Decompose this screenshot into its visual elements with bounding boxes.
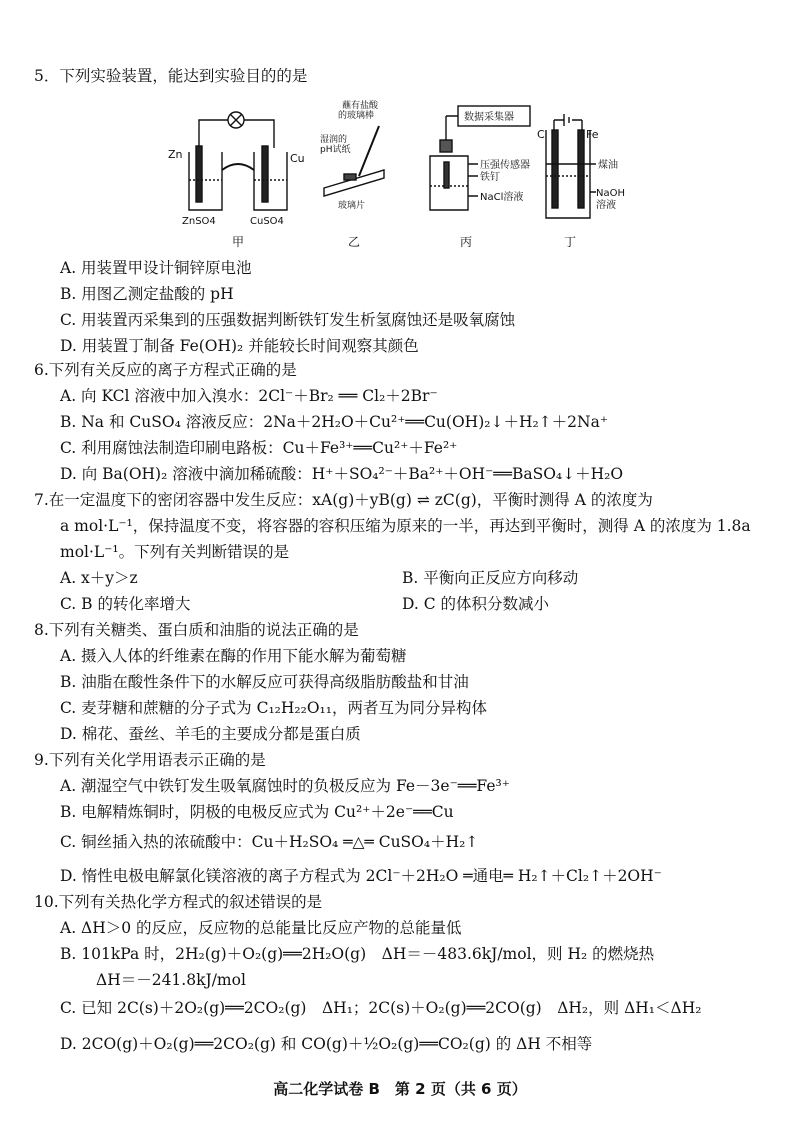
q7-stem-line-2: a mol·L⁻¹，保持温度不变，将容器的容积压缩为原来的一半，再达到平衡时，测得 A 的浓度为 1.8a — [60, 517, 751, 535]
q8-option-b: B. 油脂在酸性条件下的水解反应可获得高级脂肪酸盐和甘油 — [60, 673, 469, 691]
q7-option-c: C. B 的转化率增大 — [60, 595, 191, 613]
yi-paper-label-1: 湿润的 — [320, 135, 348, 145]
yi-paper-label-2: pH试纸 — [320, 145, 351, 155]
ding-fe-label: Fe — [586, 128, 599, 141]
q5-option-c: C. 用装置丙采集到的压强数据判断铁钉发生析氢腐蚀还是吸氧腐蚀 — [60, 311, 516, 329]
jia-znso4-label: ZnSO4 — [182, 216, 216, 227]
q9-option-b: B. 电解精炼铜时，阴极的电极反应式为 Cu²⁺＋2e⁻══Cu — [60, 803, 454, 821]
apparatus-jia — [189, 112, 287, 210]
q9-stem: 9.下列有关化学用语表示正确的是 — [34, 751, 266, 769]
ding-caption: 丁 — [564, 235, 577, 249]
ding-oil-label: 煤油 — [598, 160, 618, 171]
jia-cuso4-label: CuSO4 — [250, 216, 284, 227]
yi-rod-label-2: 的玻璃棒 — [338, 111, 375, 121]
q10-option-a: A. ΔH＞0 的反应，反应物的总能量比反应产物的总能量低 — [60, 919, 462, 937]
q5-stem: 5．下列实验装置，能达到实验目的的是 — [34, 67, 308, 85]
page-footer: 高二化学试卷 B 第 2 页（共 6 页） — [273, 1080, 527, 1098]
q10-stem: 10.下列有关热化学方程式的叙述错误的是 — [34, 893, 323, 911]
bing-nail-label: 铁钉 — [480, 172, 500, 183]
q8-option-d: D. 棉花、蚕丝、羊毛的主要成分都是蛋白质 — [60, 725, 361, 743]
q9-option-a: A. 潮湿空气中铁钉发生吸氧腐蚀时的负极反应为 Fe－3e⁻══Fe³⁺ — [60, 777, 510, 795]
q8-stem: 8.下列有关糖类、蛋白质和油脂的说法正确的是 — [34, 621, 359, 639]
yi-rod-label-1: 蘸有盐酸 — [342, 101, 379, 111]
q6-option-d: D. 向 Ba(OH)₂ 溶液中滴加稀硫酸：H⁺＋SO₄²⁻＋Ba²⁺＋OH⁻══BaSO₄↓＋H₂O — [60, 465, 624, 483]
bing-solution-label: NaCl溶液 — [480, 192, 524, 203]
q5-option-a: A. 用装置甲设计铜锌原电池 — [60, 259, 252, 277]
q7-option-a: A. x＋y＞z — [60, 569, 138, 587]
yi-plate-label: 玻璃片 — [338, 201, 366, 211]
jia-cu-label: Cu — [290, 152, 305, 165]
q8-option-c: C. 麦芽糖和蔗糖的分子式为 C₁₂H₂₂O₁₁，两者互为同分异构体 — [60, 699, 487, 717]
bing-caption: 丙 — [460, 235, 473, 249]
q10-option-d: D. 2CO(g)＋O₂(g)══2CO₂(g) 和 CO(g)＋½O₂(g)══CO₂(g) 的 ΔH 不相等 — [60, 1035, 593, 1053]
q10-option-c: C. 已知 2C(s)＋2O₂(g)══2CO₂(g) ΔH₁；2C(s)＋O₂(g)══2CO(g) ΔH₂，则 ΔH₁＜ΔH₂ — [60, 999, 702, 1017]
q7-stem-line-1: 7.在一定温度下的密闭容器中发生反应：xA(g)＋yB(g) ⇌ zC(g)，平衡时测得 A 的浓度为 — [34, 491, 653, 509]
q9-option-d: D. 惰性电极电解氯化镁溶液的离子方程式为 2Cl⁻＋2H₂O ═通电═ H₂↑＋Cl₂↑＋2OH⁻ — [60, 867, 662, 885]
q7-stem-line-3: mol·L⁻¹。下列有关判断错误的是 — [60, 543, 290, 561]
q6-option-b: B. Na 和 CuSO₄ 溶液反应：2Na＋2H₂O＋Cu²⁺══Cu(OH)₂↓＋H₂↑＋2Na⁺ — [60, 413, 609, 431]
bing-box-label: 数据采集器 — [464, 112, 514, 123]
ding-c-label: C — [537, 128, 545, 141]
q5-option-b: B. 用图乙测定盐酸的 pH — [60, 285, 234, 303]
jia-zn-label: Zn — [168, 148, 183, 161]
q6-option-c: C. 利用腐蚀法制造印刷电路板：Cu＋Fe³⁺══Cu²⁺＋Fe²⁺ — [60, 439, 458, 457]
q10-option-b-cont: ΔH＝－241.8kJ/mol — [96, 971, 246, 989]
q6-stem: 6.下列有关反应的离子方程式正确的是 — [34, 361, 297, 379]
q7-option-b: B. 平衡向正反应方向移动 — [402, 569, 579, 587]
q7-option-d: D. C 的体积分数减小 — [402, 595, 550, 613]
ding-naoh-label-2: 溶液 — [596, 200, 616, 211]
q9-option-c: C. 铜丝插入热的浓硫酸中：Cu＋H₂SO₄ ═△═ CuSO₄＋H₂↑ — [60, 833, 479, 851]
q5-option-d: D. 用装置丁制备 Fe(OH)₂ 并能较长时间观察其颜色 — [60, 337, 419, 355]
q5-apparatus-figure — [164, 100, 625, 250]
q6-option-a: A. 向 KCl 溶液中加入溴水：2Cl⁻＋Br₂ ══ Cl₂＋2Br⁻ — [60, 387, 438, 405]
q8-option-a: A. 摄入人体的纤维素在酶的作用下能水解为葡萄糖 — [60, 647, 407, 665]
bing-sensor-label: 压强传感器 — [480, 160, 530, 171]
yi-caption: 乙 — [348, 235, 361, 249]
jia-caption: 甲 — [232, 235, 245, 249]
q10-option-b: B. 101kPa 时，2H₂(g)＋O₂(g)══2H₂O(g) ΔH＝－483.6kJ/mol，则 H₂ 的燃烧热 — [60, 945, 655, 963]
ding-naoh-label-1: NaOH — [596, 188, 625, 199]
